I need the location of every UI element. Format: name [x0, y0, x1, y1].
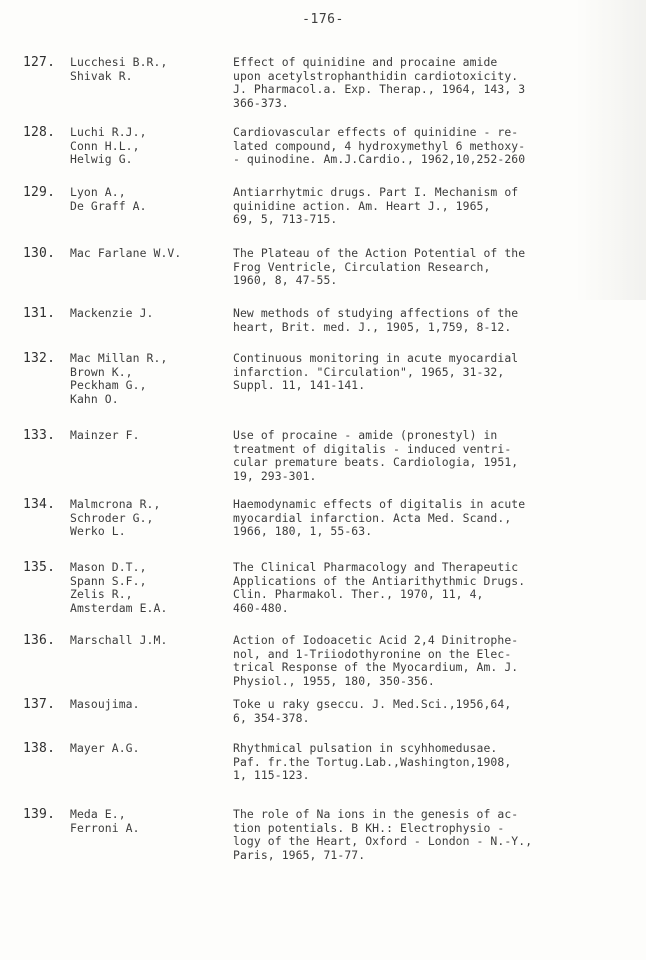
citation-line: trical Response of the Myocardium, Am. J. — [233, 660, 519, 674]
author-name: Mac Millan R., — [70, 351, 168, 365]
author-name: Lyon A., — [70, 185, 126, 199]
reference-authors — [70, 307, 220, 321]
citation-line: Clin. Pharmakol. Ther., 1970, 11, 4, — [233, 587, 484, 601]
citation-line: heart, Brit. med. J., 1905, 1,759, 8-12. — [233, 319, 512, 334]
author-name: Werko L. — [70, 524, 126, 538]
citation-line: Rhythmical pulsation in scyhhomedusae. — [233, 741, 498, 755]
citation-line: J. Pharmacol.a. Exp. Therap., 1964, 143, 3 — [233, 82, 526, 96]
reference-authors — [70, 56, 220, 83]
author-name: Peckham G., — [70, 378, 147, 392]
citation-line: treatment of digitalis - induced ventri- — [233, 441, 512, 456]
author-name: Mayer A.G. — [70, 741, 140, 755]
citation-line: Continuous monitoring in acute myocardial — [233, 351, 519, 365]
page-number: -176- — [302, 12, 344, 27]
author-name: Malmcrona R., — [70, 497, 161, 511]
citation-line: Action of Iodoacetic Acid 2,4 Dinitrophe- — [233, 633, 519, 647]
citation-line: 1960, 8, 47-55. — [233, 273, 338, 287]
citation-line: Applications of the Antiarithythmic Drugs. — [233, 573, 526, 588]
citation-line: Antiarrhytmic drugs. Part I. Mechanism of — [233, 185, 519, 199]
citation-line: New methods of studying affections of the — [233, 306, 519, 320]
reference-citation — [233, 634, 633, 688]
reference-number: 131. — [23, 306, 56, 321]
citation-line: Physiol., 1955, 180, 350-356. — [233, 673, 435, 688]
citation-line: Use of procaine - amide (pronestyl) in — [233, 428, 498, 442]
reference-authors — [70, 126, 220, 167]
reference-authors — [70, 742, 220, 756]
reference-number: 132. — [23, 351, 56, 366]
reference-citation — [233, 56, 633, 110]
citation-line: infarction. "Circulation", 1965, 31-32, — [233, 364, 505, 379]
author-name: Kahn O. — [70, 391, 119, 406]
reference-number: 139. — [23, 807, 56, 822]
reference-number: 137. — [23, 697, 56, 712]
citation-line: myocardial infarction. Acta Med. Scand., — [233, 510, 512, 525]
author-name: Masoujima. — [70, 697, 140, 711]
reference-number: 128. — [23, 125, 56, 140]
citation-line: logy of the Heart, Oxford - London - N.-Y., — [233, 834, 533, 848]
citation-line: The role of Na ions in the genesis of ac- — [233, 807, 519, 821]
citation-line: 6, 354-378. — [233, 710, 310, 725]
reference-authors — [70, 186, 220, 213]
citation-line: The Clinical Pharmacology and Therapeutic — [233, 560, 519, 574]
author-name: Mac Farlane W.V. — [70, 246, 182, 260]
reference-authors — [70, 634, 220, 648]
reference-authors — [70, 498, 220, 539]
citation-line: Toke u raky gseccu. J. Med.Sci.,1956,64, — [233, 697, 512, 711]
reference-citation — [233, 808, 633, 862]
citation-line: Effect of quinidine and procaine amide — [233, 55, 498, 69]
reference-citation — [233, 307, 633, 334]
citation-line: 366-373. — [233, 95, 289, 110]
author-name: Spann S.F., — [70, 573, 147, 588]
author-name: Ferroni A. — [70, 820, 140, 835]
citation-line: Frog Ventricle, Circulation Research, — [233, 259, 491, 274]
citation-line: Suppl. 11, 141-141. — [233, 378, 366, 392]
reference-number: 127. — [23, 55, 56, 70]
citation-line: 460-480. — [233, 600, 289, 615]
citation-line: nol, and 1-Triiodothyronine on the Elec- — [233, 646, 512, 661]
citation-line: 1, 115-123. — [233, 768, 310, 782]
reference-authors — [70, 247, 220, 261]
author-name: Schroder G., — [70, 510, 154, 525]
citation-line: The Plateau of the Action Potential of the — [233, 246, 526, 260]
reference-authors — [70, 808, 220, 835]
citation-line: upon acetylstrophanthidin cardiotoxicity. — [233, 68, 519, 83]
reference-number: 134. — [23, 497, 56, 512]
citation-line: 69, 5, 713-715. — [233, 212, 338, 226]
citation-line: Paris, 1965, 71-77. — [233, 847, 366, 862]
reference-citation — [233, 186, 633, 227]
reference-number: 130. — [23, 246, 56, 261]
reference-authors — [70, 429, 220, 443]
reference-number: 138. — [23, 741, 56, 756]
author-name: Luchi R.J., — [70, 125, 147, 139]
author-name: Shivak R. — [70, 68, 133, 83]
author-name: Zelis R., — [70, 587, 133, 601]
author-name: De Graff A. — [70, 198, 147, 213]
reference-number: 136. — [23, 633, 56, 648]
citation-line: - quinodine. Am.J.Cardio., 1962,10,252-260 — [233, 152, 526, 166]
citation-line: quinidine action. Am. Heart J., 1965, — [233, 198, 491, 213]
author-name: Marschall J.M. — [70, 633, 168, 647]
reference-authors — [70, 352, 220, 406]
reference-citation — [233, 429, 633, 483]
citation-line: Cardiovascular effects of quinidine - re- — [233, 125, 519, 139]
reference-citation — [233, 247, 633, 288]
reference-number: 129. — [23, 185, 56, 200]
citation-line: 1966, 180, 1, 55-63. — [233, 524, 373, 538]
citation-line: Paf. fr.the Tortug.Lab.,Washington,1908, — [233, 754, 512, 769]
author-name: Mainzer F. — [70, 428, 140, 442]
reference-citation — [233, 352, 633, 393]
reference-citation — [233, 126, 633, 167]
reference-citation — [233, 742, 633, 783]
reference-citation — [233, 561, 633, 615]
reference-number: 135. — [23, 560, 56, 575]
author-name: Amsterdam E.A. — [70, 600, 168, 615]
citation-line: cular premature beats. Cardiologia, 1951, — [233, 455, 519, 469]
reference-number: 133. — [23, 428, 56, 443]
author-name: Brown K., — [70, 364, 133, 379]
author-name: Lucchesi B.R., — [70, 55, 168, 69]
author-name: Helwig G. — [70, 152, 133, 166]
citation-line: tion potentials. B KH.: Electrophysio - — [233, 820, 505, 835]
reference-citation — [233, 698, 633, 725]
reference-authors — [70, 698, 220, 712]
author-name: Mackenzie J. — [70, 306, 154, 320]
reference-authors — [70, 561, 220, 615]
citation-line: 19, 293-301. — [233, 468, 317, 483]
author-name: Mason D.T., — [70, 560, 147, 574]
author-name: Conn H.L., — [70, 138, 140, 153]
citation-line: lated compound, 4 hydroxymethyl 6 methoxy- — [233, 138, 526, 153]
author-name: Meda E., — [70, 807, 126, 821]
citation-line: Haemodynamic effects of digitalis in acute — [233, 497, 526, 511]
reference-citation — [233, 498, 633, 539]
